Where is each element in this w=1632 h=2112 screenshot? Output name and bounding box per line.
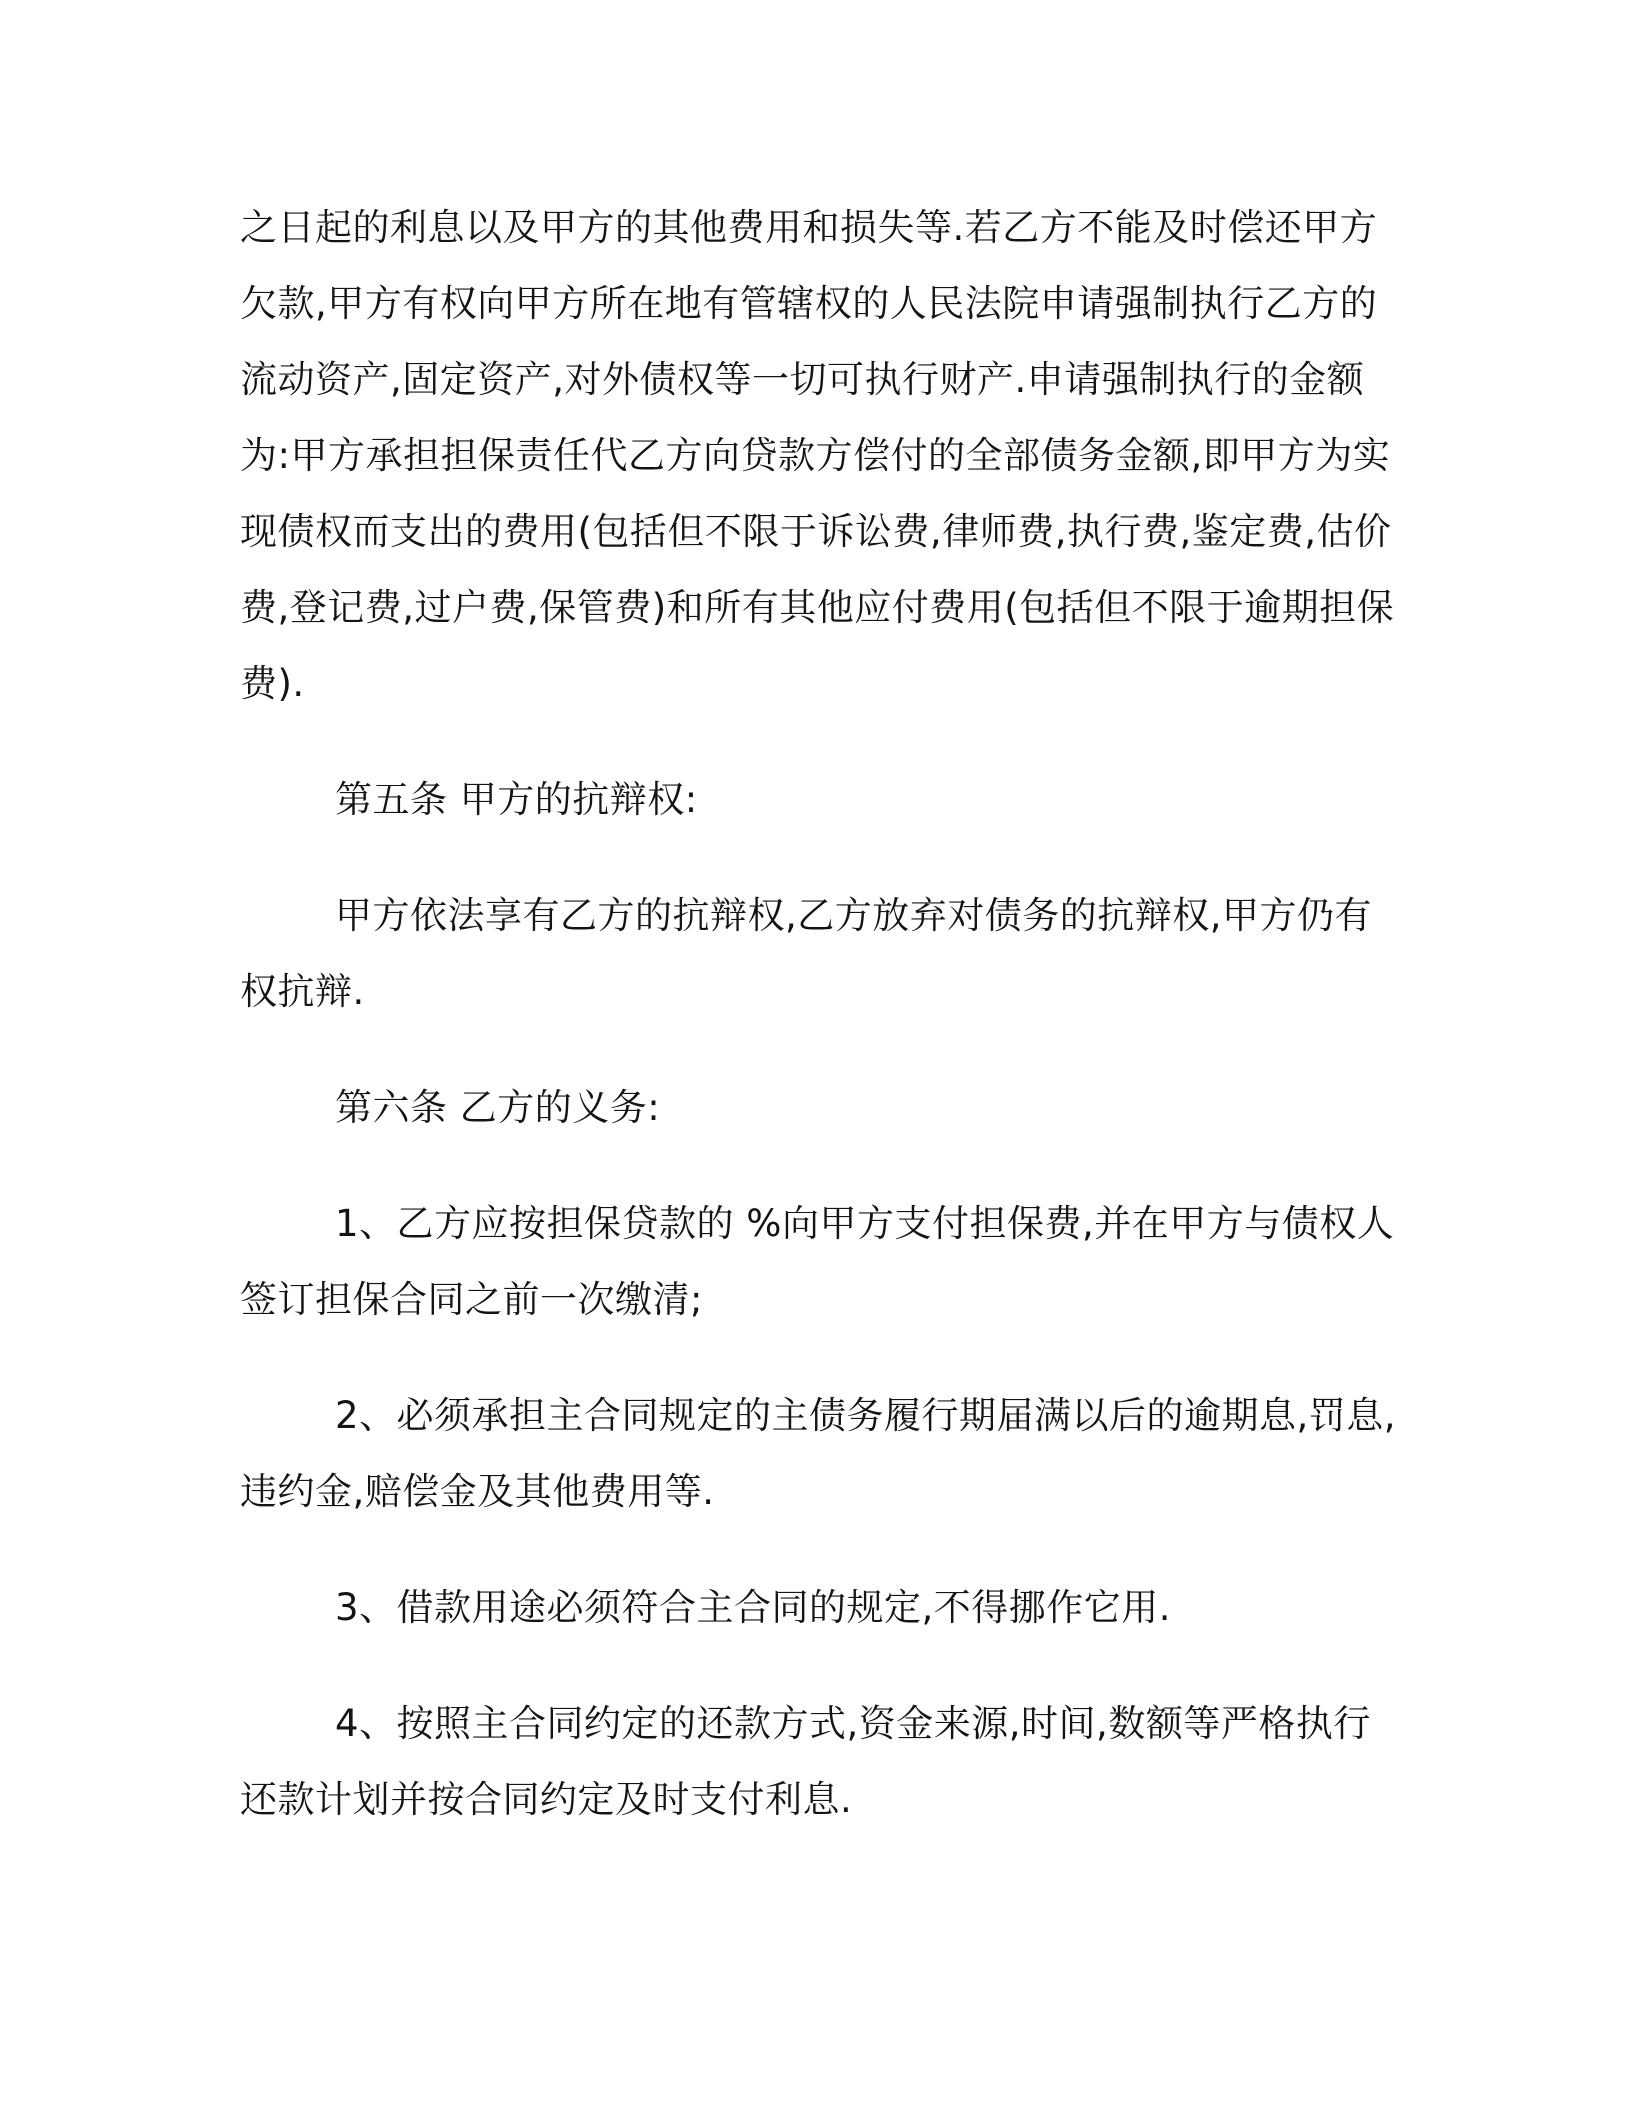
text-line: 4、按照主合同约定的还款方式,资金来源,时间,数额等严格执行	[335, 1702, 1371, 1745]
article-6-item-4	[240, 1686, 1385, 1838]
text-line: 费,登记费,过户费,保管费)和所有其他应付费用(包括但不限于逾期担保	[240, 586, 1395, 629]
article-6-heading	[240, 1070, 1385, 1146]
text-line: 费).	[240, 662, 305, 705]
heading-line: 第五条 甲方的抗辩权:	[335, 778, 698, 821]
text-line: 为:甲方承担担保责任代乙方向贷款方偿付的全部债务金额,即甲方为实	[240, 434, 1391, 477]
article-6-item-3	[240, 1570, 1385, 1646]
text-line: 2、必须承担主合同规定的主债务履行期届满以后的逾期息,罚息,	[335, 1394, 1397, 1437]
article-6-item-2	[240, 1378, 1397, 1530]
article-5-body	[240, 878, 1385, 1030]
text-line: 签订担保合同之前一次缴清;	[240, 1278, 703, 1321]
text-line: 1、乙方应按担保贷款的 %向甲方支付担保费,并在甲方与债权人	[335, 1202, 1395, 1245]
paragraph-continuation	[240, 190, 1395, 722]
article-5-heading	[240, 762, 1385, 838]
text-line: 现债权而支出的费用(包括但不限于诉讼费,律师费,执行费,鉴定费,估价	[240, 510, 1392, 553]
text-line: 违约金,赔偿金及其他费用等.	[240, 1470, 715, 1513]
document-body	[240, 190, 1397, 1878]
article-6-item-1	[240, 1186, 1395, 1338]
text-line: 欠款,甲方有权向甲方所在地有管辖权的人民法院申请强制执行乙方的	[240, 282, 1378, 325]
text-line: 权抗辩.	[240, 970, 365, 1013]
text-line: 还款计划并按合同约定及时支付利息.	[240, 1778, 853, 1821]
text-line: 之日起的利息以及甲方的其他费用和损失等.若乙方不能及时偿还甲方	[240, 206, 1378, 249]
text-line: 3、借款用途必须符合主合同的规定,不得挪作它用.	[335, 1586, 1172, 1629]
text-line: 甲方依法享有乙方的抗辩权,乙方放弃对债务的抗辩权,甲方仍有	[335, 894, 1373, 937]
text-line: 流动资产,固定资产,对外债权等一切可执行财产.申请强制执行的金额	[240, 358, 1365, 401]
heading-line: 第六条 乙方的义务:	[335, 1086, 661, 1129]
